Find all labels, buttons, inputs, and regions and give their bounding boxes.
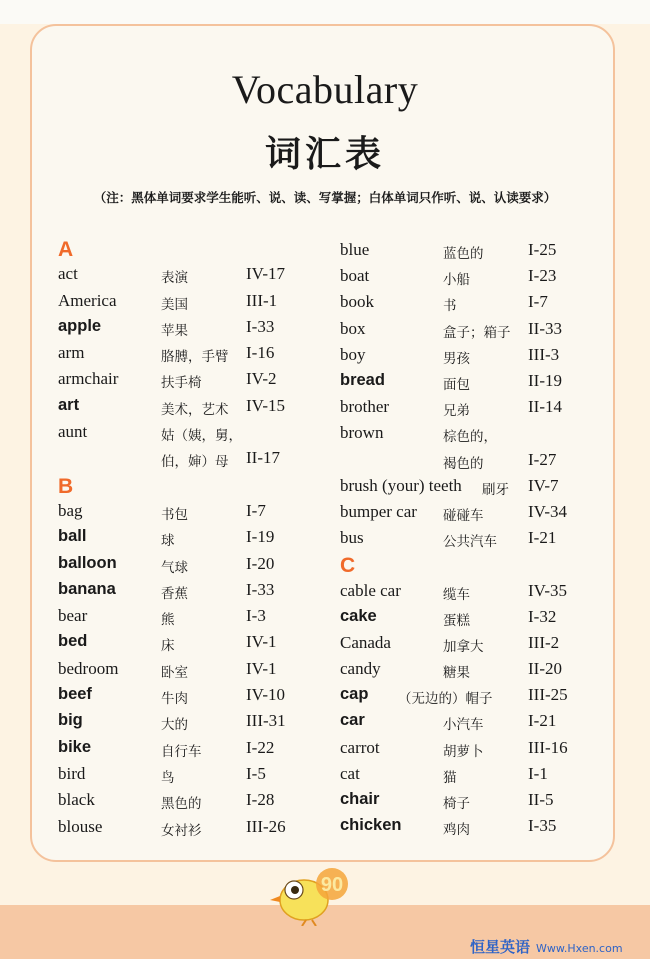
entry-reference: III-31 <box>246 711 286 731</box>
entry-word: bird <box>58 763 86 783</box>
entry-word: bread <box>340 370 385 389</box>
site-watermark <box>470 936 623 957</box>
entry-word: chicken <box>340 816 402 835</box>
entry-meaning: 美国 <box>161 296 188 313</box>
entry-reference: IV-10 <box>246 685 286 705</box>
vocabulary-entry <box>340 474 615 500</box>
vocabulary-entry <box>340 788 615 814</box>
vocabulary-entry <box>58 262 333 288</box>
entry-reference: II-17 <box>246 448 280 468</box>
vocabulary-entry <box>58 630 333 656</box>
entry-reference: I-33 <box>246 579 275 599</box>
entry-word: brother <box>340 397 390 417</box>
entry-word: blue <box>340 240 370 259</box>
entry-word: America <box>58 290 117 310</box>
vocabulary-entry <box>58 367 333 393</box>
entry-word: boat <box>340 266 370 286</box>
vocabulary-entry <box>58 341 333 367</box>
vocabulary-entry <box>340 631 615 657</box>
entry-meaning: 床 <box>161 638 175 655</box>
entry-meaning: 公共汽车 <box>443 534 497 551</box>
entry-word: ball <box>58 527 87 546</box>
entry-reference: IV-7 <box>528 475 559 495</box>
entry-reference: III-3 <box>528 344 560 364</box>
entry-word: art <box>58 395 80 414</box>
entry-reference: I-27 <box>528 449 557 469</box>
entry-reference: I-7 <box>246 500 266 520</box>
vocabulary-entry <box>58 420 333 446</box>
section-letter <box>340 552 615 578</box>
watermark-url: Www.Hxen.com <box>536 942 623 955</box>
entry-meaning: 胳膊，手臂 <box>161 349 229 366</box>
entry-reference: II-33 <box>528 318 562 338</box>
vocabulary-column-right <box>340 238 615 840</box>
entry-reference: IV-17 <box>246 264 286 284</box>
entry-reference: IV-1 <box>246 632 277 652</box>
entry-reference: I-21 <box>528 711 557 731</box>
entry-reference: III-2 <box>528 632 560 652</box>
vocabulary-entry <box>58 446 333 472</box>
vocabulary-entry <box>58 815 333 841</box>
vocabulary-entry <box>340 605 615 631</box>
entry-meaning: 牛肉 <box>161 691 188 708</box>
entry-meaning: 胡萝卜 <box>443 743 484 760</box>
entry-reference: IV-2 <box>246 369 277 389</box>
entry-reference: I-19 <box>246 527 275 547</box>
entry-reference: I-22 <box>246 737 275 757</box>
entry-meaning: 小船 <box>443 272 470 289</box>
entry-reference: IV-15 <box>246 395 286 415</box>
entry-meaning: 蛋糕 <box>443 612 470 629</box>
entry-reference: I-35 <box>528 816 557 836</box>
vocabulary-entry <box>340 814 615 840</box>
entry-reference: I-23 <box>528 266 557 286</box>
entry-reference: II-20 <box>528 659 562 679</box>
entry-reference: I-20 <box>246 553 275 573</box>
entry-word: bed <box>58 632 88 651</box>
vocabulary-entry <box>340 579 615 605</box>
entry-meaning: 黑色的 <box>161 796 202 813</box>
entry-reference: II-5 <box>528 790 554 810</box>
entry-meaning: 大的 <box>161 717 188 734</box>
watermark-name: 恒星英语 <box>470 938 531 956</box>
vocabulary-entry <box>340 264 615 290</box>
entry-word: bear <box>58 606 88 626</box>
entry-word: bike <box>58 737 92 756</box>
entry-reference: III-16 <box>528 737 568 757</box>
vocabulary-entry <box>340 683 615 709</box>
vocabulary-entry <box>58 525 333 551</box>
vocabulary-entry <box>58 788 333 814</box>
entry-meaning: 伯，婶）母 <box>161 454 229 471</box>
entry-reference: I-21 <box>528 528 557 548</box>
entry-word: cake <box>340 606 377 625</box>
entry-meaning: （无边的）帽子 <box>398 691 493 708</box>
entry-word: cat <box>340 763 360 783</box>
vocabulary-entry <box>58 736 333 762</box>
entry-word: banana <box>58 579 116 598</box>
chick-page-badge <box>262 866 352 926</box>
entry-word: bedroom <box>58 658 119 678</box>
entry-meaning: 鸡肉 <box>443 822 470 839</box>
entry-meaning: 姑（姨，舅， <box>161 428 242 445</box>
entry-word: balloon <box>58 553 117 572</box>
entry-reference: I-3 <box>246 606 266 626</box>
vocabulary-entry <box>340 762 615 788</box>
vocabulary-entry <box>340 369 615 395</box>
entry-word: act <box>58 264 78 284</box>
vocabulary-entry <box>58 315 333 341</box>
entry-reference: I-5 <box>246 763 266 783</box>
entry-meaning: 书 <box>443 298 457 315</box>
entry-meaning: 气球 <box>161 559 188 576</box>
entry-meaning: 美术，艺术 <box>161 401 229 418</box>
chick-beak-icon <box>270 896 280 902</box>
vocabulary-entry <box>340 657 615 683</box>
entry-word: bus <box>340 528 364 548</box>
entry-meaning: 卧室 <box>161 664 188 681</box>
entry-reference: II-19 <box>528 370 562 390</box>
entry-reference: IV-35 <box>528 580 568 600</box>
top-margin <box>0 0 650 24</box>
entry-meaning: 扶手椅 <box>161 375 202 392</box>
entry-meaning: 猫 <box>443 769 457 786</box>
entry-meaning: 女衬衫 <box>161 822 202 839</box>
entry-word: apple <box>58 316 102 335</box>
section-letter <box>58 236 333 262</box>
entry-meaning: 熊 <box>161 612 175 629</box>
entry-reference: II-14 <box>528 397 562 417</box>
entry-word: cable car <box>340 580 401 600</box>
vocabulary-entry <box>58 709 333 735</box>
entry-meaning: 男孩 <box>443 350 470 367</box>
entry-reference: I-25 <box>528 240 557 259</box>
vocabulary-entry <box>340 290 615 316</box>
entry-reference: IV-1 <box>246 658 277 678</box>
vocabulary-entry <box>58 578 333 604</box>
entry-word: big <box>58 711 83 730</box>
entry-word: boy <box>340 344 366 364</box>
vocabulary-entry <box>58 552 333 578</box>
entry-reference: IV-34 <box>528 501 568 521</box>
title-english: Vocabulary <box>231 67 419 112</box>
entry-word: beef <box>58 685 92 704</box>
entry-reference: I-7 <box>528 292 548 312</box>
vocabulary-entry <box>340 709 615 735</box>
section-letter-text: B <box>58 474 74 498</box>
entry-meaning: 兄弟 <box>443 403 470 420</box>
entry-meaning: 小汽车 <box>443 717 484 734</box>
entry-reference: III-26 <box>246 816 286 836</box>
entry-word: box <box>340 318 366 338</box>
vocabulary-entry <box>340 448 615 474</box>
vocabulary-entry <box>340 736 615 762</box>
vocabulary-entry <box>340 500 615 526</box>
section-letter-text: C <box>340 554 356 578</box>
entry-word: brown <box>340 423 384 443</box>
entry-word: aunt <box>58 422 88 442</box>
entry-word: Canada <box>340 632 391 652</box>
vocabulary-entry <box>340 238 615 264</box>
entry-word: brush (your) teeth <box>340 475 462 495</box>
vocabulary-entry <box>58 394 333 420</box>
vocabulary-entry <box>58 499 333 525</box>
entry-meaning: 缆车 <box>443 586 470 603</box>
entry-meaning: 书包 <box>161 506 188 523</box>
entry-reference: I-16 <box>246 343 275 363</box>
entry-meaning: 褐色的 <box>443 455 484 472</box>
section-letter <box>58 473 333 499</box>
entry-word: blouse <box>58 816 103 836</box>
entry-meaning: 苹果 <box>161 322 188 339</box>
entry-meaning: 自行车 <box>161 743 202 760</box>
vocabulary-entry <box>58 683 333 709</box>
vocabulary-entry <box>340 343 615 369</box>
entry-word: car <box>340 711 365 730</box>
entry-meaning: 糖果 <box>443 665 470 682</box>
entry-word: black <box>58 790 95 810</box>
entry-meaning: 表演 <box>161 270 188 287</box>
usage-note: （注：黑体单词要求学生能听、说、读、写掌握；白体单词只作听、说、认读要求） <box>93 190 557 205</box>
entry-word: arm <box>58 343 85 363</box>
entry-word: bumper car <box>340 501 417 521</box>
entry-word: candy <box>340 659 381 679</box>
vocabulary-column-left <box>58 236 333 841</box>
vocabulary-entry <box>340 421 615 447</box>
entry-meaning: 鸟 <box>161 769 175 786</box>
entry-meaning: 碰碰车 <box>443 507 484 524</box>
entry-reference: III-25 <box>528 685 568 705</box>
entry-word: cap <box>340 685 369 704</box>
vocabulary-entry <box>58 762 333 788</box>
entry-meaning: 椅子 <box>443 796 470 813</box>
section-letter-text: A <box>58 238 74 261</box>
vocabulary-entry <box>58 604 333 630</box>
vocabulary-entry <box>58 657 333 683</box>
entry-reference: I-28 <box>246 790 275 810</box>
entry-word: chair <box>340 790 380 809</box>
entry-meaning: 香蕉 <box>161 585 188 602</box>
entry-meaning: 刷牙 <box>482 481 509 498</box>
page-number: 90 <box>320 874 344 896</box>
entry-meaning: 球 <box>161 533 175 550</box>
entry-reference: III-1 <box>246 290 278 310</box>
entry-word: armchair <box>58 369 119 389</box>
entry-reference: I-32 <box>528 606 557 626</box>
vocabulary-entry <box>58 289 333 315</box>
title-chinese: 词汇表 <box>264 134 385 175</box>
vocabulary-entry <box>340 395 615 421</box>
entry-word: carrot <box>340 737 380 757</box>
entry-meaning: 棕色的， <box>443 429 497 446</box>
vocabulary-entry <box>340 317 615 343</box>
entry-word: book <box>340 292 374 312</box>
vocabulary-entry <box>340 526 615 552</box>
entry-reference: I-33 <box>246 316 275 336</box>
entry-meaning: 盒子；箱子 <box>443 324 511 341</box>
entry-meaning: 蓝色的 <box>443 246 484 262</box>
entry-meaning: 面包 <box>443 376 470 393</box>
entry-meaning: 加拿大 <box>443 638 484 655</box>
entry-word: bag <box>58 500 83 520</box>
entry-reference: I-1 <box>528 763 548 783</box>
